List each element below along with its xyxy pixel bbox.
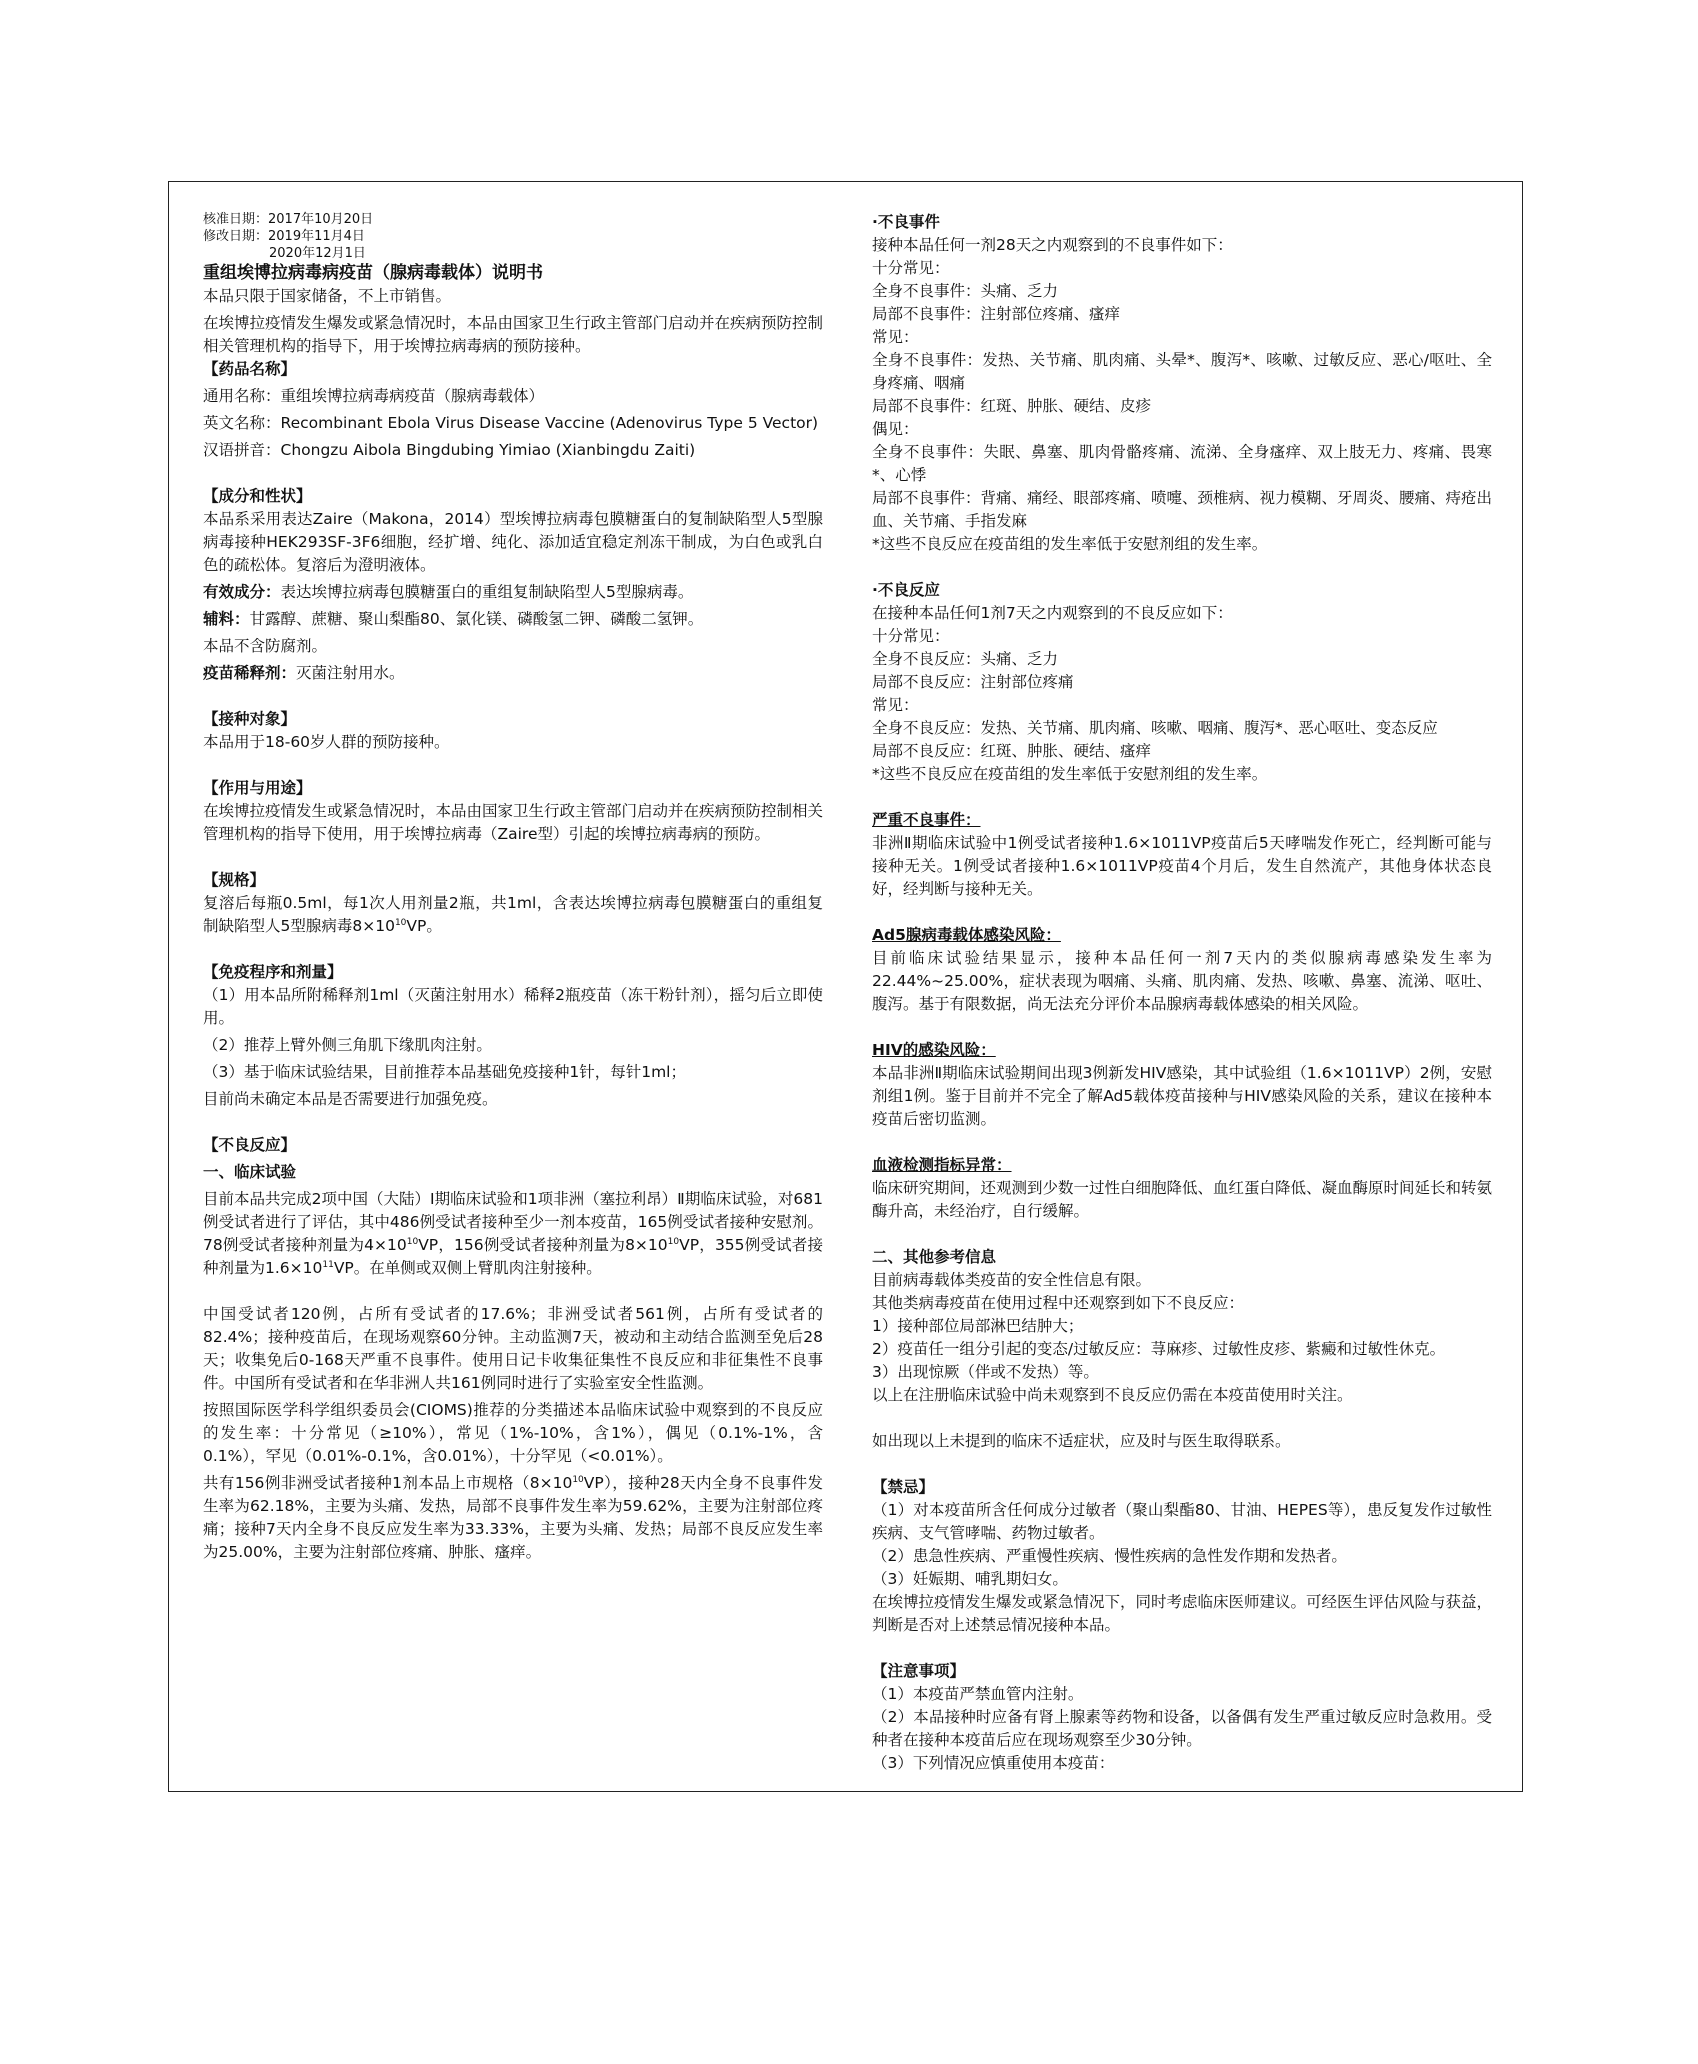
blood-heading: 血液检测指标异常： [872,1156,1012,1174]
contra-2: （2）患急性疾病、严重慢性疾病、慢性疾病的急性发作期和发热者。 [872,1547,1347,1565]
pinyin-name: 汉语拼音：Chongzu Aibola Bingdubing Yimiao (Xianbingdu Zaiti) [203,441,696,459]
clinical-para-4: 共有156例非洲受试者接种1剂本品上市规格$(8\times 10^{10}VP)$，接种28天内全身不良事件发生率为62.18%，主要为头痛、发热，局部不良事件发生率为59.62%，主要为注射部位疼痛；接种7天内全身不良反应发生率为33.33%，主要为头痛、发热；局部不良反应发生率为25.00%，主要为注射部位疼痛、肿胀、瘙痒。 [203,1474,823,1561]
left-column [203,211,823,1564]
other-info-4: 2）疫苗任一组分引起的变态/过敏反应：荨麻疹、过敏性皮疹、紫癜和过敏性休克。 [872,1340,1446,1358]
precaution-1: （1）本疫苗严禁血管内注射。 [872,1685,1084,1703]
blood-text: 临床研究期间，还观测到少数一过性白细胞降低、血红蛋白降低、凝血酶原时间延长和转氨酶升高，未经治疗，自行缓解。 [872,1179,1493,1220]
hiv-heading: HIV的感染风险： [872,1041,996,1059]
section-usage: 【作用与用途】 [203,779,312,797]
ar-common-systemic: 全身不良反应：发热、关节痛、肌肉痛、咳嗽、咽痛、腹泻*、恶心呕吐、变态反应 [872,719,1438,737]
sae-text: 非洲Ⅱ期临床试验中1例受试者接种1.6×1011VP疫苗后5天哮喘发作死亡，经判断可能与接种无关。1例受试者接种1.6×1011VP疫苗4个月后，发生自然流产，其他身体状态良好，经判断与接种无关。 [872,834,1492,898]
excipients: 辅料：甘露醇、蔗糖、聚山梨酯80、氯化镁、磷酸氢二钾、磷酸二氢钾。 [203,610,704,628]
section-schedule: 【免疫程序和剂量】 [203,963,343,981]
ad5-heading: Ad5腺病毒载体感染风险： [872,926,1061,944]
ae-uncommon: 偶见： [872,420,919,438]
ae-common-local: 局部不良事件：红斑、肿胀、硬结、皮疹 [872,397,1152,415]
revision-date: 修改日期：2019年11月4日 [203,229,365,244]
clinical-trial-heading: 一、临床试验 [203,1163,297,1181]
section-composition: 【成分和性状】 [203,487,312,505]
section-contraindications: 【禁忌】 [872,1478,935,1496]
ar-very-common-systemic: 全身不良反应：头痛、乏力 [872,650,1059,668]
ad5-text: 目前临床试验结果显示，接种本品任何一剂7天内的类似腺病毒感染发生率为22.44%~25.00%，症状表现为咽痛、头痛、肌肉痛、发热、咳嗽、鼻塞、流涕、呕吐、腹泻。基于有限数据，尚无法充分评价本品腺病毒载体感染的相关风险。 [872,949,1492,1013]
precaution-2: （2）本品接种时应备有肾上腺素等药物和设备，以备偶有发生严重过敏反应时急救用。受种者在接种本疫苗后应在现场观察至少30分钟。 [872,1708,1492,1749]
ae-very-common: 十分常见： [872,259,950,277]
section-drug-name: 【药品名称】 [203,360,297,378]
ae-very-common-local: 局部不良事件：注射部位疼痛、瘙痒 [872,305,1121,323]
schedule-item-4: 目前尚未确定本品是否需要进行加强免疫。 [203,1090,498,1108]
no-preservative: 本品不含防腐剂。 [203,637,328,655]
other-info-1: 目前病毒载体类疫苗的安全性信息有限。 [872,1271,1152,1289]
contra-1: （1）对本疫苗所含任何成分过敏者（聚山梨酯80、甘油、HEPES等），患反复发作过敏性疾病、支气管哮喘、药物过敏者。 [872,1501,1492,1542]
ae-common-systemic: 全身不良事件：发热、关节痛、肌肉痛、头晕*、腹泻*、咳嗽、过敏反应、恶心/呕吐、全身疼痛、咽痛 [872,351,1492,392]
ae-footnote: *这些不良反应在疫苗组的发生率低于安慰剂组的发生率。 [872,535,1268,553]
ae-uncommon-local: 局部不良事件：背痛、痛经、眼部疼痛、喷嚏、颈椎病、视力模糊、牙周炎、腰痛、痔疮出血、关节痛、手指发麻 [872,489,1493,530]
other-info-heading: 二、其他参考信息 [872,1248,997,1266]
ar-footnote: *这些不良反应在疫苗组的发生率低于安慰剂组的发生率。 [872,765,1268,783]
common-name: 通用名称：重组埃博拉病毒病疫苗（腺病毒载体） [203,387,545,405]
clinical-para-1: 目前本品共完成2项中国（大陆）Ⅰ期临床试验和1项非洲（塞拉利昂）Ⅱ期临床试验，对681例受试者进行了评估，其中486例受试者接种至少一剂本疫苗，165例受试者接种安慰剂。78例受试者接种剂量为$4\times 10^{10}VP$，156例受试者接种剂量为$8\times 10^{10}VP$，355例受试者接种剂量为$1.6\times 10^{11}VP$。在单侧或双侧上臂肌肉注射接种。 [203,1190,824,1277]
sae-heading: 严重不良事件： [872,811,981,829]
section-spec: 【规格】 [203,871,266,889]
composition-text: 本品系采用表达Zaire（Makona，2014）型埃博拉病毒包膜糖蛋白的复制缺陷型人5型腺病毒接种HEK293SF-3F6细胞，经扩增、纯化、添加适宜稳定剂冻干制成，为白色或乳白色的疏松体。复溶后为澄明液体。 [203,510,823,574]
target-text: 本品用于18-60岁人群的预防接种。 [203,733,450,751]
ar-common: 常见： [872,696,919,714]
contra-4: 在埃博拉疫情发生爆发或紧急情况下，同时考虑临床医师建议。可经医生评估风险与获益，判断是否对上述禁忌情况接种本品。 [872,1593,1493,1634]
ae-uncommon-systemic: 全身不良事件：失眠、鼻塞、肌肉骨骼疼痛、流涕、全身瘙痒、双上肢无力、疼痛、畏寒*、心悸 [872,443,1492,484]
schedule-item-1: （1）用本品所附稀释剂1ml（灭菌注射用水）稀释2瓶疫苗（冻干粉针剂），摇匀后立即使用。 [203,986,823,1027]
section-precautions: 【注意事项】 [872,1662,966,1680]
other-info-6: 以上在注册临床试验中尚未观察到不良反应仍需在本疫苗使用时关注。 [872,1386,1353,1404]
approval-date: 核准日期：2017年10月20日 [203,212,374,227]
spec-text: 复溶后每瓶0.5ml，每1次人用剂量2瓶，共1ml，含表达埃博拉病毒包膜糖蛋白的重组复制缺陷型人5型腺病毒$8\times 10^{10}VP$。 [203,894,823,935]
active-ingredient: 有效成分：表达埃博拉病毒包膜糖蛋白的重组复制缺陷型人5型腺病毒。 [203,583,694,601]
document-title: 重组埃博拉病毒病疫苗（腺病毒载体）说明书 [203,263,543,283]
intro-purpose: 在埃博拉疫情发生爆发或紧急情况时，本品由国家卫生行政主管部门启动并在疾病预防控制相关管理机构的指导下，用于埃博拉病毒病的预防接种。 [203,314,824,355]
section-target: 【接种对象】 [203,710,297,728]
section-adverse: 【不良反应】 [203,1136,297,1154]
ar-intro: 在接种本品任何1剂7天之内观察到的不良反应如下： [872,604,1233,622]
ae-very-common-systemic: 全身不良事件：头痛、乏力 [872,282,1059,300]
hiv-text: 本品非洲Ⅱ期临床试验期间出现3例新发HIV感染，其中试验组（1.6×1011VP）2例，安慰剂组1例。鉴于目前并不完全了解Ad5载体疫苗接种与HIV感染风险的关系，建议在接种本疫苗后密切监测。 [872,1064,1492,1128]
ar-common-local: 局部不良反应：红斑、肿胀、硬结、瘙痒 [872,742,1152,760]
ar-heading: ·不良反应 [872,581,940,599]
intro-storage: 本品只限于国家储备，不上市销售。 [203,287,452,305]
clinical-para-3: 按照国际医学科学组织委员会(CIOMS)推荐的分类描述本品临床试验中观察到的不良反应的发生率：十分常见（≥10%），常见（1%-10%，含1%），偶见（0.1%-1%，含0.1%），罕见（0.01%-0.1%，含0.01%），十分罕见（<0.01%）。 [203,1401,823,1465]
other-info-5: 3）出现惊厥（伴或不发热）等。 [872,1363,1099,1381]
other-info-2: 其他类病毒疫苗在使用过程中还观察到如下不良反应： [872,1294,1245,1312]
other-info-7: 如出现以上未提到的临床不适症状，应及时与医生取得联系。 [872,1432,1291,1450]
ae-common: 常见： [872,328,919,346]
ar-very-common: 十分常见： [872,627,950,645]
other-info-3: 1）接种部位局部淋巴结肿大； [872,1317,1084,1335]
schedule-item-3: （3）基于临床试验结果，目前推荐本品基础免疫接种1针，每针1ml； [203,1063,686,1081]
diluent: 疫苗稀释剂：灭菌注射用水。 [203,664,405,682]
contra-3: （3）妊娠期、哺乳期妇女。 [872,1570,1068,1588]
precaution-3: （3）下列情况应慎重使用本疫苗： [872,1754,1115,1772]
right-column [872,211,1492,1775]
ae-intro: 接种本品任何一剂28天之内观察到的不良事件如下： [872,236,1233,254]
revision-date-2: 2020年12月1日 [269,246,366,261]
usage-text: 在埃博拉疫情发生或紧急情况时，本品由国家卫生行政主管部门启动并在疾病预防控制相关管理机构的指导下使用，用于埃博拉病毒（Zaire型）引起的埃博拉病毒病的预防。 [203,802,824,843]
ar-very-common-local: 局部不良反应：注射部位疼痛 [872,673,1074,691]
clinical-para-2: 中国受试者120例，占所有受试者的17.6%；非洲受试者561例，占所有受试者的82.4%；接种疫苗后，在现场观察60分钟。主动监测7天，被动和主动结合监测至免后28天；收集免后0-168天严重不良事件。使用日记卡收集征集性不良反应和非征集性不良事件。中国所有受试者和在华非洲人共161例同时进行了实验室安全性监测。 [203,1305,823,1392]
english-name: 英文名称：Recombinant Ebola Virus Disease Vaccine (Adenovirus Type 5 Vector) [203,414,819,432]
ae-heading: ·不良事件 [872,213,940,231]
schedule-item-2: （2）推荐上臂外侧三角肌下缘肌肉注射。 [203,1036,492,1054]
